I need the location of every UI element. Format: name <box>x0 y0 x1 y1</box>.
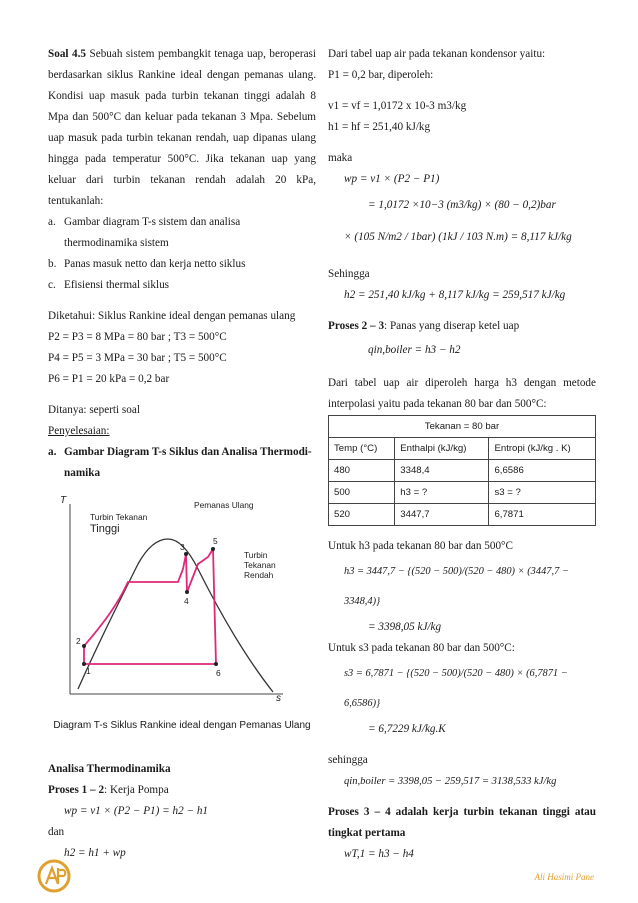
table-title: Tekanan = 80 bar <box>329 416 596 438</box>
point-3-label: 3 <box>180 542 185 552</box>
eq-h2-right: h2 = 251,40 kJ/kg + 8,117 kJ/kg = 259,517 kJ/kg <box>344 289 566 301</box>
penyelesaian: Penyelesaian: <box>48 425 110 437</box>
diketahui: Diketahui: Siklus Rankine ideal dengan pemanas ulang <box>48 310 296 322</box>
eq-h3-2: = 3398,05 kJ/kg <box>368 621 442 633</box>
ahp-logo-icon <box>36 858 72 894</box>
eq-h3-1: h3 = 3447,7 − {(520 − 500)/(520 − 480) × (3447,7 − 3348,4)} <box>344 566 569 607</box>
table-header: Enthalpi (kJ/kg) <box>395 438 489 460</box>
known-line: P4 = P5 = 3 MPa = 30 bar ; T5 = 500°C <box>48 352 227 364</box>
point-2-marker <box>82 644 86 648</box>
author: Ali Hasimi Pane <box>534 872 594 882</box>
sehingga-1: Sehingga <box>328 268 370 280</box>
table-row <box>329 482 596 504</box>
table-header: Temp (°C) <box>329 438 395 460</box>
table-header: Entropi (kJ/kg . K) <box>489 438 596 460</box>
eq-wp3: × (105 N/m2 / 1bar) (1kJ / 103 N.m) = 8,117 kJ/kg <box>344 231 572 243</box>
diagram-caption: Diagram T-s Siklus Rankine ideal dengan Pemanas Ulang <box>53 720 311 731</box>
eq-s3-2: = 6,7229 kJ/kg.K <box>368 723 446 735</box>
p1-line: P1 = 0,2 bar, diperoleh: <box>328 69 434 81</box>
eq-h2-left: h2 = h1 + wp <box>64 847 126 859</box>
ts-diagram <box>48 494 316 714</box>
table-row <box>329 460 596 482</box>
point-1-label: 1 <box>86 666 91 676</box>
question-item: b. Panas masuk netto dan kerja netto siklus <box>48 258 246 270</box>
h1-line: h1 = hf = 251,40 kJ/kg <box>328 121 431 133</box>
point-2-label: 2 <box>76 636 81 646</box>
table-header-row <box>329 438 596 460</box>
proses34-heading: Proses 3 – 4 adalah kerja turbin tekanan tinggi atau tingkat pertama <box>328 806 596 839</box>
table-cell: 480 <box>329 460 395 482</box>
table-cell: 6,7871 <box>489 504 596 526</box>
cycle-path <box>84 549 216 664</box>
maka: maka <box>328 152 353 164</box>
label-turbin-tinggi-1: Turbin Tekanan <box>90 512 148 522</box>
v1-line: v1 = vf = 1,0172 x 10-3 m3/kg <box>328 100 467 112</box>
table-cell: 6,6586 <box>489 460 596 482</box>
label-turbin-tinggi-2: Tinggi <box>90 523 120 535</box>
table-cell: 3348,4 <box>395 460 489 482</box>
soal-title: Soal 4.5 <box>48 48 86 60</box>
proses12-heading: Proses 1 – 2: Kerja Pompa <box>48 784 169 796</box>
question-list <box>48 212 316 296</box>
soal-text: Sebuah sistem pembangkit tenaga uap, beroperasi berdasarkan siklus Rankine ideal dengan pemanas ulang. Kondisi uap masuk pada turbin tekanan tinggi adalah 8 Mpa dan 500°C dan keluar pada tekanan 3 Mpa. Sebelum uap masuk pada turbin tekanan rendah, uap dipanas ulang hingga pada temperatur 500°C. Jika tekanan uap yang keluar dari turbin tekanan rendah adalah 20 kPa, tentukanlah: <box>48 48 317 207</box>
untuk-h3: Untuk h3 pada tekanan 80 bar dan 500°C <box>328 540 513 552</box>
known-line: P6 = P1 = 20 kPa = 0,2 bar <box>48 373 170 385</box>
ts-diagram-svg <box>48 494 316 714</box>
axis-t-label: T <box>60 495 67 506</box>
table-row <box>329 504 596 526</box>
soal-paragraph <box>48 44 316 212</box>
steam-table <box>328 415 596 526</box>
eq-wt1: wT,1 = h3 − h4 <box>344 848 414 860</box>
eq-qin2: qin,boiler = 3398,05 − 259,517 = 3138,533 kJ/kg <box>344 776 557 787</box>
table-cell: 3447,7 <box>395 504 489 526</box>
point-6-label: 6 <box>216 668 221 678</box>
intro: Dari tabel uap air pada tekanan kondensor yaitu: <box>328 48 546 60</box>
table-cell: 500 <box>329 482 395 504</box>
point-5-label: 5 <box>213 536 218 546</box>
point-4-marker <box>185 590 189 594</box>
analisa-heading: Analisa Thermodinamika <box>48 763 171 775</box>
table-cell: 520 <box>329 504 395 526</box>
label-pemanas-ulang: Pemanas Ulang <box>194 500 254 510</box>
section-a-heading: a. Gambar Diagram T-s Siklus dan Analisa Thermodi-namika <box>48 446 312 479</box>
dan: dan <box>48 826 65 838</box>
eq-qin: qin,boiler = h3 − h2 <box>368 344 461 356</box>
axis-s-label: s <box>276 693 281 704</box>
untuk-s3: Untuk s3 pada tekanan 80 bar dan 500°C: <box>328 642 515 654</box>
point-3-marker <box>184 552 188 556</box>
eq-wp: wp = v1 × (P2 − P1) = h2 − h1 <box>64 805 209 817</box>
point-6-marker <box>214 662 218 666</box>
eq-wp1: wp = v1 × (P2 − P1) <box>344 173 440 185</box>
eq-wp2: = 1,0172 ×10−3 (m3/kg) × (80 − 0,2)bar <box>368 199 556 211</box>
table-title-row <box>329 416 596 438</box>
right-column <box>328 44 596 865</box>
left-column <box>48 44 316 864</box>
table-cell: h3 = ? <box>395 482 489 504</box>
ditanya: Ditanya: seperti soal <box>48 404 140 416</box>
point-4-label: 4 <box>184 596 189 606</box>
point-5-marker <box>211 547 215 551</box>
known-line: P2 = P3 = 8 MPa = 80 bar ; T3 = 500°C <box>48 331 227 343</box>
proses23-heading: Proses 2 – 3: Panas yang diserap ketel uap <box>328 320 520 332</box>
eq-s3-1: s3 = 6,7871 − {(520 − 500)/(520 − 480) × (6,7871 − 6,6586)} <box>344 668 568 709</box>
tabel-intro: Dari tabel uap air diperoleh harga h3 dengan metode interpolasi yaitu pada tekanan 80 bar dan 500°C: <box>328 377 596 410</box>
table-cell: s3 = ? <box>489 482 596 504</box>
sehingga-2: sehingga <box>328 754 368 766</box>
label-turbin-rendah: Turbin Tekanan Rendah <box>244 550 276 580</box>
question-item: a. Gambar diagram T-s sistem dan analisa thermodinamika sistem <box>48 216 241 249</box>
question-item: c. Efisiensi thermal siklus <box>48 279 170 291</box>
